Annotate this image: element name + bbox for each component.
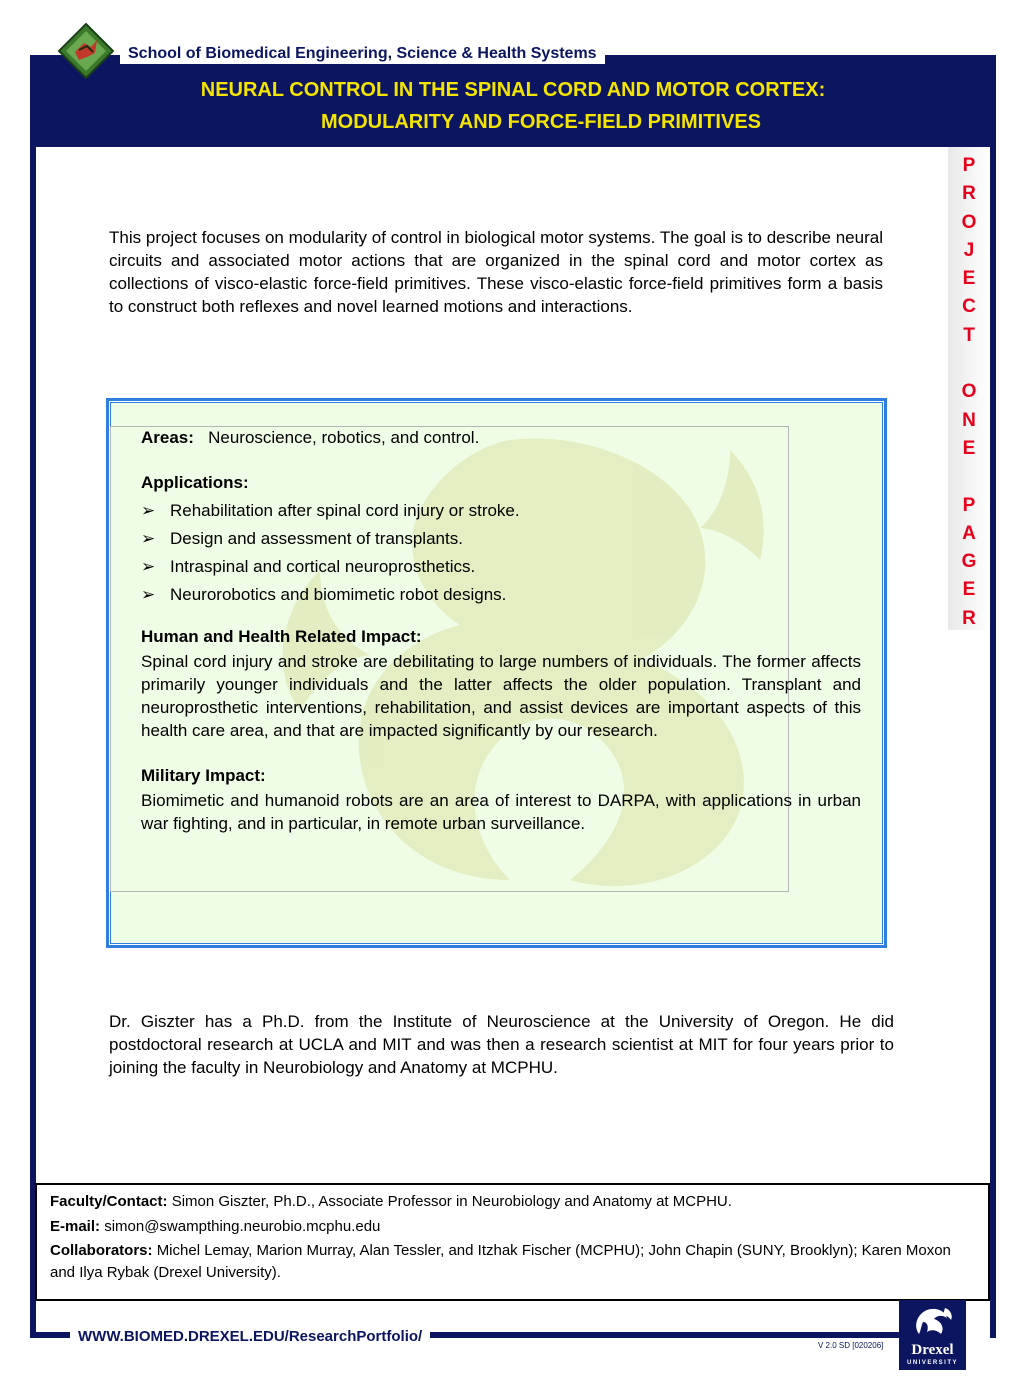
side-label-letter: R (962, 607, 976, 629)
list-item (141, 499, 861, 522)
side-label-letter: T (963, 324, 975, 346)
military-impact-label: Military Impact: (141, 766, 266, 785)
arrow-bullet-icon: ➢ (141, 557, 156, 576)
side-label-letter: A (962, 522, 976, 544)
side-label-letter: P (962, 155, 976, 176)
side-label-letter: G (961, 551, 977, 573)
side-label-letter: R (962, 183, 976, 205)
list-item (141, 555, 861, 578)
diamond-emblem-icon (57, 22, 115, 80)
application-text: Neurorobotics and biomimetic robot designs. (170, 585, 507, 604)
applications-label: Applications: (141, 473, 249, 492)
health-impact-text: Spinal cord injury and stroke are debilitating to large numbers of individuals. The former affects primarily younger individuals and the latter affects the older population. Transplant and neuroprosthetic interventions, rehabilitation, and assist devices are important aspects of this health care area, and that are impacted significantly by our research. (141, 652, 861, 740)
drexel-logo-subtitle: UNIVERSITY (906, 1360, 958, 1366)
side-label-letter (948, 350, 990, 378)
application-text: Intraspinal and cortical neuroprosthetics. (170, 557, 476, 576)
list-item (141, 527, 861, 550)
collaborators-label: Collaborators: (50, 1242, 153, 1259)
side-label-project-one-pager (948, 152, 990, 633)
collaborators-value: Michel Lemay, Marion Murray, Alan Tessler, and Itzhak Fischer (MCPHU); John Chapin (SUNY, Brooklyn); Karen Moxon and Ilya Rybak (Drexel University). (50, 1242, 951, 1281)
applications-list (141, 499, 861, 606)
application-text: Design and assessment of transplants. (170, 529, 463, 548)
side-label-letter: P (962, 494, 976, 516)
side-label-letter: N (962, 409, 976, 431)
drexel-logo-word: Drexel (911, 1342, 954, 1358)
header-band (36, 61, 990, 147)
application-text: Rehabilitation after spinal cord injury or stroke. (170, 501, 520, 520)
arrow-bullet-icon: ➢ (141, 585, 156, 604)
intro-paragraph: This project focuses on modularity of control in biological motor systems. The goal is to describe neural circuits and associated motor actions that are organized in the spinal cord and motor cortex as collections of visco-elastic force-field primitives. These visco-elastic force-field primitives form a basis to construct both reflexes and novel learned motions and interactions. (109, 228, 883, 316)
contact-section (50, 1190, 975, 1284)
faculty-row (50, 1190, 975, 1213)
footer-url-link[interactable]: WWW.BIOMED.DREXEL.EDU/ResearchPortfolio/ (70, 1327, 430, 1347)
side-label-letter: E (962, 579, 976, 601)
side-label-letter (948, 463, 990, 491)
side-label-letter: O (961, 211, 977, 233)
page-title-line-1: NEURAL CONTROL IN THE SPINAL CORD AND MOTOR CORTEX: (200, 79, 826, 101)
side-label-letter: E (962, 437, 976, 459)
side-label-letter: C (962, 296, 976, 318)
arrow-bullet-icon: ➢ (141, 529, 156, 548)
frame-right-border (990, 55, 996, 1338)
bio-paragraph: Dr. Giszter has a Ph.D. from the Institute of Neuroscience at the University of Oregon. He did postdoctoral research at UCLA and MIT and was then a research scientist at MIT for four years prior to joining the faculty in Neurobiology and Anatomy at MCPHU. (109, 1012, 894, 1077)
list-item (141, 583, 861, 606)
school-name: School of Biomedical Engineering, Science & Health Systems (120, 44, 605, 64)
page-title-line-2: MODULARITY AND FORCE-FIELD PRIMITIVES (321, 111, 761, 133)
faculty-value: Simon Giszter, Ph.D., Associate Professor in Neurobiology and Anatomy at MCPHU. (171, 1193, 732, 1210)
areas-label: Areas: (141, 428, 194, 447)
panel-content (141, 426, 861, 835)
areas-row (141, 426, 861, 449)
email-value[interactable]: simon@swampthing.neurobio.mcphu.edu (104, 1218, 381, 1235)
military-impact-text: Biomimetic and humanoid robots are an area of interest to DARPA, with applications in urban war fighting, and in particular, in remote urban surveillance. (141, 791, 861, 833)
drexel-dragon-icon (899, 1300, 966, 1342)
health-impact-label: Human and Health Related Impact: (141, 627, 422, 646)
areas-text: Neuroscience, robotics, and control. (208, 428, 480, 447)
email-label: E-mail: (50, 1218, 101, 1235)
email-row (50, 1215, 975, 1238)
version-label: V 2.0 SD [020206] (818, 1341, 884, 1350)
side-label-letter: J (963, 239, 975, 261)
arrow-bullet-icon: ➢ (141, 501, 156, 520)
side-label-letter: O (961, 381, 977, 403)
faculty-label: Faculty/Contact: (50, 1193, 168, 1210)
collaborators-row (50, 1240, 975, 1284)
side-label-letter: E (962, 268, 976, 290)
frame-left-border (30, 55, 36, 1338)
